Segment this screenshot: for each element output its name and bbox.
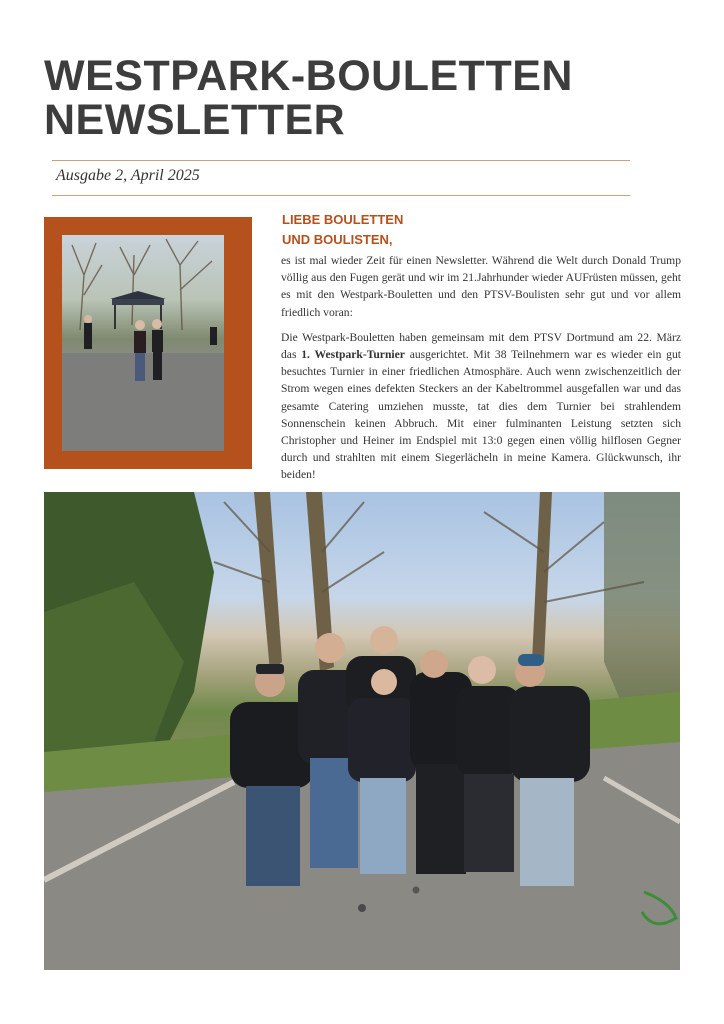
- paragraph-tournament-start: Die Westpark-Bouletten haben gemeinsam mit dem PTSV Dortmund am 22. März das: [281, 330, 681, 362]
- article-headline: [282, 210, 403, 250]
- winners-photo-frame: [44, 217, 252, 469]
- winners-photo: [62, 235, 224, 451]
- team-photo: [44, 492, 680, 970]
- title-line-1: WESTPARK-BOULETTEN: [44, 52, 573, 100]
- newsletter-title: [44, 54, 684, 142]
- paragraph-intro: es ist mal wieder Zeit für einen Newsletter. Während die Welt durch Donald Trump völlig aus den Fugen gerät und wir im 21.Jahrhunder wieder AUFrüsten müssen, geht es mit den Westpark-Bouletten und den PTSV-Boulisten sehr gut und vor allem friedlich voran:: [281, 254, 681, 319]
- issue-line: Ausgabe 2, April 2025: [56, 167, 200, 184]
- headline-line-2: UND BOULISTEN,: [282, 232, 393, 247]
- top-divider: [52, 160, 630, 161]
- title-line-2: NEWSLETTER: [44, 96, 346, 144]
- headline-line-1: LIEBE BOULETTEN: [282, 212, 404, 227]
- article-body: [281, 252, 681, 492]
- tournament-name: 1. Westpark-Turnier: [301, 348, 405, 362]
- paragraph-tournament: [281, 329, 681, 484]
- paragraph-tournament-rest: ausgerichtet. Mit 38 Teilnehmern war es wieder ein gut besuchtes Turnier in einer friedlichen Atmosphäre. Auch wenn zwischenzeitlich der Strom wegen eines defekten Steckers an der Kabeltrommel ausgefallen war und das gesamte Catering umziehen musste, tat dies dem Turnier bei strahlendem Sonnenschein keinen Abbruch. Mit einer fulminanten Leistung setzten sich Christopher und Heiner im Endspiel mit 13:0 gegen einen völlig hilflosen Gegner durch und strahlten mit einem Siegerlächeln in meine Kamera. Glückwunsch, ihr beiden!: [281, 348, 681, 482]
- bottom-divider: [52, 195, 630, 196]
